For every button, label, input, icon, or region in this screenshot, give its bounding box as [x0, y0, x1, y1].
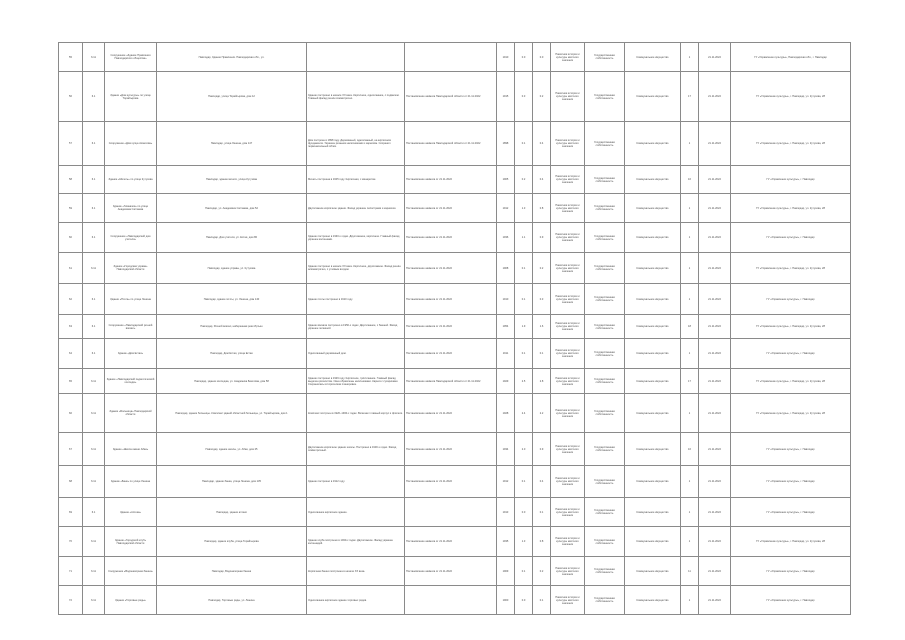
cell-date: 21.11.2022	[699, 315, 731, 339]
cell-b: 1.3	[515, 527, 533, 557]
cell-a: 1900	[497, 586, 515, 615]
cell-doc: Постановление акимата от 21.11.2022	[405, 194, 497, 223]
cell-loc: Павлодар, улица Ленина, дом 147	[157, 122, 307, 166]
cell-c: 0.4	[533, 466, 551, 498]
cell-n: 1	[681, 339, 699, 369]
cell-date: 21.11.2022	[699, 223, 731, 253]
cell-no: 63	[59, 315, 83, 339]
cell-no: 71	[59, 557, 83, 586]
cell-b: 0.0	[515, 498, 533, 527]
cell-c: 0.2	[533, 557, 551, 586]
cell-loc: Павлодар, ул. Академика Сатпаева, дом 52	[157, 194, 307, 223]
cell-desc: Здание построено в 1930-х годах. Двухэтажное, кирпичное. Главный фасад украшен колоннами.	[307, 223, 405, 253]
cell-code: 6.11	[83, 433, 105, 466]
cell-cat: Памятник истории и культуры местного значения	[551, 223, 585, 253]
cell-date: 21.11.2022	[699, 122, 731, 166]
cell-obj: Здание «Банк» по улице Ленина	[105, 466, 157, 498]
cell-a: 1929	[497, 369, 515, 394]
cell-doc: Постановление акимата от 21.11.2022	[405, 466, 497, 498]
cell-org: ГУ «Управление культуры», г. Павлодар	[731, 586, 851, 615]
cell-doc: Постановление акимата Павлодарской области от 21.11.2022	[405, 369, 497, 394]
cell-cat: Памятник истории и культуры местного значения	[551, 166, 585, 194]
cell-own: Государственная собственность	[585, 557, 625, 586]
cell-b: 2.0	[515, 433, 533, 466]
table-row	[59, 223, 851, 253]
cell-use: Коммунальное имущество	[625, 586, 681, 615]
cell-org: ГУ «Управление культуры», г. Павлодар	[731, 498, 851, 527]
cell-c: 0.1	[533, 586, 551, 615]
cell-cat: Памятник истории и культуры местного значения	[551, 586, 585, 615]
cell-use: Коммунальное имущество	[625, 339, 681, 369]
table-row	[59, 284, 851, 315]
cell-date: 21.11.2022	[699, 527, 731, 557]
cell-n: 1	[681, 223, 699, 253]
cell-cat: Памятник истории и культуры местного значения	[551, 557, 585, 586]
cell-b: 1.9	[515, 315, 533, 339]
cell-org: ГУ «Управление культуры», г. Павлодар, ул. Кутузова, 28	[731, 527, 851, 557]
cell-obj: Здание «Гимназия» по улице Академика Сатпаева	[105, 194, 157, 223]
cell-code: 6.11	[83, 394, 105, 433]
cell-use: Коммунальное имущество	[625, 253, 681, 284]
cell-n: 1	[681, 43, 699, 72]
cell-c: 0.0	[533, 43, 551, 72]
table-row	[59, 557, 851, 586]
cell-org: ГУ «Управление культуры», г. Павлодар	[731, 466, 851, 498]
cell-no: 57	[59, 122, 83, 166]
cell-c: 0.8	[533, 194, 551, 223]
cell-own: Государственная собственность	[585, 369, 625, 394]
cell-b: 0.0	[515, 43, 533, 72]
cell-own: Государственная собственность	[585, 284, 625, 315]
cell-n: 1	[681, 194, 699, 223]
cell-no: 64	[59, 339, 83, 369]
cell-no: 55	[59, 43, 83, 72]
cell-c: 0.2	[533, 253, 551, 284]
cell-loc: Павлодар, Торговые ряды, ул. Ленина	[157, 586, 307, 615]
cell-c: 0.9	[533, 223, 551, 253]
cell-a: 1911	[497, 339, 515, 369]
cell-c: 0.9	[533, 433, 551, 466]
cell-cat: Памятник истории и культуры местного значения	[551, 433, 585, 466]
cell-desc: Здание построено в 1929 году. Кирпичное, трёхэтажное. Главный фасад выделен ризалитом. Окна обрамлены наличниками. Карниз с сухариками. Сохранилась историческая планировка.	[307, 369, 405, 394]
cell-no: 69	[59, 498, 83, 527]
cell-use: Коммунальное имущество	[625, 284, 681, 315]
cell-doc: Постановление акимата от 21.11.2022	[405, 394, 497, 433]
cell-c: 0.4	[533, 122, 551, 166]
cell-loc: Павлодар, Водонапорная башня	[157, 557, 307, 586]
cell-b: 0.3	[515, 72, 533, 122]
cell-n: 1	[681, 527, 699, 557]
cell-desc: Двухэтажное кирпичное здание. Фасад украшен пилястрами и карнизом.	[307, 194, 405, 223]
cell-own: Государственная собственность	[585, 43, 625, 72]
cell-a: 1898	[497, 122, 515, 166]
cell-c: 0.1	[533, 498, 551, 527]
cell-org: ГУ «Управление культуры», г. Павлодар, ул. Кутузова, 28	[731, 253, 851, 284]
cell-loc: Павлодар, здание клуба, улица Торайгырова	[157, 527, 307, 557]
cell-date: 21.11.2022	[699, 394, 731, 433]
cell-date: 21.11.2022	[699, 166, 731, 194]
cell-loc: Павлодар, здание аптеки	[157, 498, 307, 527]
cell-a: 1928	[497, 394, 515, 433]
cell-doc: Постановление акимата от 21.11.2022	[405, 433, 497, 466]
cell-desc: Здание вокзала построено в 1950-х годах. Двухэтажное, с башней. Фасад украшен лепниной.	[307, 315, 405, 339]
cell-obj: Здание «Павлодарский педагогический колледж»	[105, 369, 157, 394]
cell-b: 1.1	[515, 223, 533, 253]
cell-loc: Павлодар, здание больницы. Комплекс зданий областной больницы, ул. Торайгырова, дом 1	[157, 394, 307, 433]
cell-obj: Здание «Почта» по улице Ленина	[105, 284, 157, 315]
cell-n: 1	[681, 122, 699, 166]
table-row	[59, 369, 851, 394]
cell-c: 0.3	[533, 284, 551, 315]
cell-use: Коммунальное имущество	[625, 194, 681, 223]
cell-org: ГУ «Управление культуры», г. Павлодар	[731, 557, 851, 586]
cell-doc	[405, 586, 497, 615]
cell-doc	[405, 498, 497, 527]
cell-n: 16	[681, 433, 699, 466]
cell-doc: Постановление акимата от 21.11.2022	[405, 253, 497, 284]
cell-n: 1	[681, 253, 699, 284]
cell-n: 1	[681, 284, 699, 315]
cell-c: 0.8	[533, 527, 551, 557]
cell-no: 72	[59, 586, 83, 615]
cell-date: 21.11.2022	[699, 43, 731, 72]
cell-cat: Памятник истории и культуры местного значения	[551, 315, 585, 339]
cell-org: ГУ «Управление культуры», г. Павлодар, ул. Кутузова, 28	[731, 72, 851, 122]
cell-org: ГУ «Управление культуры», г. Павлодар, ул. Кутузова, 28	[731, 394, 851, 433]
cell-obj: Здание «Дом Естая»	[105, 339, 157, 369]
cell-loc: Павлодар, Речной вокзал, набережная реки Иртыш	[157, 315, 307, 339]
cell-code: 6.1	[83, 315, 105, 339]
cell-cat: Памятник истории и культуры местного значения	[551, 194, 585, 223]
cell-code: 6.11	[83, 527, 105, 557]
cell-no: 65	[59, 369, 83, 394]
cell-use: Коммунальное имущество	[625, 43, 681, 72]
cell-date: 21.11.2022	[699, 557, 731, 586]
cell-date: 21.11.2022	[699, 433, 731, 466]
cell-b: 0.1	[515, 284, 533, 315]
cell-code: 6.11	[83, 466, 105, 498]
cell-own: Государственная собственность	[585, 433, 625, 466]
cell-loc: Павлодар, здание колледжа, ул. Академика Бекетова, дом 58	[157, 369, 307, 394]
cell-org: ГУ «Управление культуры», г. Павлодар	[731, 223, 851, 253]
cell-doc: Постановление акимата от 21.11.2022	[405, 284, 497, 315]
table-row	[59, 166, 851, 194]
cell-b: 1.3	[515, 194, 533, 223]
cell-org: ГУ «Управление культуры», г. Павлодар, ул. Кутузова, 28	[731, 315, 851, 339]
table-row	[59, 43, 851, 72]
cell-loc: Павлодар, здание школы, ул. Абая, дом 25	[157, 433, 307, 466]
cell-n: 1	[681, 466, 699, 498]
cell-own: Государственная собственность	[585, 72, 625, 122]
cell-code: 6.11	[83, 43, 105, 72]
cell-doc	[405, 43, 497, 72]
cell-no: 66	[59, 394, 83, 433]
table-row	[59, 253, 851, 284]
cell-doc: Постановление акимата от 21.11.2022	[405, 527, 497, 557]
cell-date: 21.11.2022	[699, 339, 731, 369]
cell-cat: Памятник истории и культуры местного значения	[551, 369, 585, 394]
cell-n: 16	[681, 166, 699, 194]
table-row	[59, 498, 851, 527]
cell-a: 1934	[497, 433, 515, 466]
cell-code: 6.1	[83, 166, 105, 194]
cell-obj: Здание «Мечеть» по улице Кутузова	[105, 166, 157, 194]
table-row	[59, 315, 851, 339]
cell-desc: Здание построено в 1912 году.	[307, 466, 405, 498]
table-row	[59, 194, 851, 223]
cell-no: 59	[59, 194, 83, 223]
cell-obj: Здание «Больница» Павлодарской области	[105, 394, 157, 433]
cell-use: Коммунальное имущество	[625, 223, 681, 253]
cell-use: Коммунальное имущество	[625, 466, 681, 498]
table-row	[59, 527, 851, 557]
cell-desc: Одноэтажное кирпичное здание.	[307, 498, 405, 527]
cell-use: Коммунальное имущество	[625, 498, 681, 527]
cell-n: 18	[681, 315, 699, 339]
cell-own: Государственная собственность	[585, 394, 625, 433]
cell-a: 1908	[497, 253, 515, 284]
cell-date: 21.11.2022	[699, 253, 731, 284]
cell-code: 6.1	[83, 122, 105, 166]
cell-loc: Павлодар, Здание Правления. Павлодарская обл., ул.	[157, 43, 307, 72]
cell-cat: Памятник истории и культуры местного значения	[551, 72, 585, 122]
cell-code: 6.1	[83, 339, 105, 369]
cell-b: 0.2	[515, 166, 533, 194]
cell-a: 1912	[497, 466, 515, 498]
cell-a: 1913	[497, 498, 515, 527]
cell-date: 21.11.2022	[699, 498, 731, 527]
cell-loc: Павлодар, Дом Естая, улица Естая	[157, 339, 307, 369]
cell-doc: Постановление акимата от 21.11.2022	[405, 315, 497, 339]
cell-a: 1954	[497, 315, 515, 339]
cell-cat: Памятник истории и культуры местного значения	[551, 339, 585, 369]
cell-c: 0.2	[533, 72, 551, 122]
cell-cat: Памятник истории и культуры местного значения	[551, 43, 585, 72]
cell-no: 68	[59, 466, 83, 498]
cell-no: 67	[59, 433, 83, 466]
cell-no: 56	[59, 72, 83, 122]
cell-loc: Павлодар, Дом учителя, ул. Естая, дом 80	[157, 223, 307, 253]
cell-b: 0.1	[515, 557, 533, 586]
cell-desc: Двухэтажное кирпичное здание школы. Построено в 1930-х годах. Фасад симметричный.	[307, 433, 405, 466]
cell-code: 6.11	[83, 586, 105, 615]
cell-a: 1935	[497, 527, 515, 557]
cell-code: 6.1	[83, 498, 105, 527]
cell-obj: Сооружение «Здание Правления Павлодарского общества»	[105, 43, 157, 72]
cell-loc: Павлодар, улица Торайгырова, дом 12	[157, 72, 307, 122]
cell-desc: Здание клуба построено в 1930-х годах. Двухэтажное. Фасад украшен колоннадой.	[307, 527, 405, 557]
cell-code: 6.1	[83, 284, 105, 315]
cell-n: 1	[681, 394, 699, 433]
cell-c: 2.8	[533, 369, 551, 394]
cell-desc: Кирпичная башня построена в начале XX века.	[307, 557, 405, 586]
cell-loc: Павлодар, здание почты, ул. Ленина, дом 140	[157, 284, 307, 315]
cell-date: 21.11.2022	[699, 369, 731, 394]
cell-date: 21.11.2022	[699, 72, 731, 122]
cell-n: 1	[681, 498, 699, 527]
cell-loc: Павлодар, здание банка, улица Ленина, дом 135	[157, 466, 307, 498]
table-row	[59, 466, 851, 498]
cell-org: ГУ «Управление культуры», г. Павлодар, ул. Кутузова, 28	[731, 122, 851, 166]
cell-a: 1910	[497, 284, 515, 315]
cell-obj: Здание «Аптека»	[105, 498, 157, 527]
cell-b: 0.1	[515, 466, 533, 498]
cell-a: 1915	[497, 72, 515, 122]
cell-date: 21.11.2022	[699, 466, 731, 498]
cell-own: Государственная собственность	[585, 498, 625, 527]
cell-own: Государственная собственность	[585, 122, 625, 166]
cell-desc: Здание построено в начале XX века. Кирпичное, двухэтажное. Фасад решён асимметрично, с угловым входом.	[307, 253, 405, 284]
cell-own: Государственная собственность	[585, 166, 625, 194]
cell-date: 21.11.2022	[699, 284, 731, 315]
cell-cat: Памятник истории и культуры местного значения	[551, 466, 585, 498]
table-row	[59, 72, 851, 122]
cell-b: 2.5	[515, 369, 533, 394]
table-row	[59, 122, 851, 166]
cell-use: Коммунальное имущество	[625, 527, 681, 557]
cell-desc	[307, 43, 405, 72]
cell-obj: Здание «Школа имени Абая»	[105, 433, 157, 466]
cell-no: 61	[59, 253, 83, 284]
cell-own: Государственная собственность	[585, 466, 625, 498]
cell-code: 6.1	[83, 223, 105, 253]
cell-b: 0.0	[515, 586, 533, 615]
cell-code: 6.11	[83, 253, 105, 284]
cell-b: 0.1	[515, 122, 533, 166]
cell-org: ГУ «Управление культуры», г. Павлодар	[731, 433, 851, 466]
cell-c: 0.4	[533, 166, 551, 194]
cell-own: Государственная собственность	[585, 527, 625, 557]
cell-n: 11	[681, 557, 699, 586]
cell-loc: Павлодар, здание мечети, улица Кутузова	[157, 166, 307, 194]
cell-doc: Постановление акимата от 21.11.2022	[405, 339, 497, 369]
cell-doc: Постановление акимата от 21.11.2022	[405, 166, 497, 194]
cell-desc: Одноэтажное кирпичное здание торговых рядов.	[307, 586, 405, 615]
cell-c: 0.1	[533, 339, 551, 369]
cell-a: 1910	[497, 43, 515, 72]
table-row	[59, 339, 851, 369]
cell-no: 62	[59, 284, 83, 315]
cell-desc: Здание почты построено в 1910 году.	[307, 284, 405, 315]
cell-cat: Памятник истории и культуры местного значения	[551, 527, 585, 557]
cell-n: 1	[681, 586, 699, 615]
cell-desc: Мечеть построена в 1905 году. Кирпичная, с минаретом.	[307, 166, 405, 194]
cell-own: Государственная собственность	[585, 253, 625, 284]
cell-obj: Здание «Дом культуры» по улице Торайгырова	[105, 72, 157, 122]
cell-own: Государственная собственность	[585, 223, 625, 253]
cell-own: Государственная собственность	[585, 339, 625, 369]
cell-use: Коммунальное имущество	[625, 369, 681, 394]
cell-org: ГУ «Управление культуры», г. Павлодар, ул. Кутузова, 28	[731, 194, 851, 223]
cell-a: 1912	[497, 194, 515, 223]
cell-c: 1.6	[533, 315, 551, 339]
cell-obj: Здание «Городской клуб» Павлодарской области	[105, 527, 157, 557]
cell-a: 1905	[497, 166, 515, 194]
cell-org: ГУ «Управление культуры», г. Павлодар	[731, 166, 851, 194]
cell-use: Коммунальное имущество	[625, 166, 681, 194]
cell-n: 17	[681, 72, 699, 122]
cell-own: Государственная собственность	[585, 586, 625, 615]
cell-no: 58	[59, 166, 83, 194]
cell-obj: Здание «Городская управа» Павлодарской области	[105, 253, 157, 284]
cell-b: 2.4	[515, 394, 533, 433]
cell-use: Коммунальное имущество	[625, 394, 681, 433]
cell-obj: Сооружение «Павлодарский дом учителя»	[105, 223, 157, 253]
cell-org: ГУ «Управление культуры», Павлодарская обл., г. Павлодар	[731, 43, 851, 72]
table-row	[59, 433, 851, 466]
cell-b: 0.1	[515, 253, 533, 284]
cell-cat: Памятник истории и культуры местного значения	[551, 253, 585, 284]
cell-code: 6.11	[83, 557, 105, 586]
cell-no: 70	[59, 527, 83, 557]
cell-date: 21.11.2022	[699, 194, 731, 223]
cell-no: 60	[59, 223, 83, 253]
register-sheet	[58, 42, 850, 615]
cell-own: Государственная собственность	[585, 315, 625, 339]
cell-use: Коммунальное имущество	[625, 433, 681, 466]
cell-doc: Постановление акимата Павлодарской области от 21.11.2022	[405, 72, 497, 122]
cell-desc: Комплекс построен в 1920–1930-х годах. Включает главный корпус и флигели.	[307, 394, 405, 433]
cell-use: Коммунальное имущество	[625, 557, 681, 586]
cell-org: ГУ «Управление культуры», г. Павлодар, ул. Кутузова, 28	[731, 369, 851, 394]
cell-obj: Сооружение «Водонапорная башня»	[105, 557, 157, 586]
cell-date: 21.11.2022	[699, 586, 731, 615]
cell-a: 1936	[497, 223, 515, 253]
cell-desc: Дом построен в 1898 году. Деревянный, одноэтажный, на кирпичном фундаменте. Украшен резными наличниками и карнизом. Сохранил первоначальный облик.	[307, 122, 405, 166]
cell-cat: Памятник истории и культуры местного значения	[551, 394, 585, 433]
cell-doc: Постановление акимата от 21.11.2022	[405, 557, 497, 586]
cell-b: 0.1	[515, 339, 533, 369]
cell-code: 6.11	[83, 369, 105, 394]
cell-a: 1909	[497, 557, 515, 586]
cell-desc: Здание построено в начале XX века. Кирпичное, одноэтажное, с подвалом. Главный фасад решён симметрично.	[307, 72, 405, 122]
cell-desc: Одноэтажный деревянный дом.	[307, 339, 405, 369]
cell-use: Коммунальное имущество	[625, 72, 681, 122]
cell-org: ГУ «Управление культуры», г. Павлодар	[731, 284, 851, 315]
cell-org: ГУ «Управление культуры», г. Павлодар	[731, 339, 851, 369]
cell-n: 17	[681, 369, 699, 394]
cell-doc: Постановление акимата от 21.11.2022	[405, 223, 497, 253]
cell-obj: Сооружение «Дом купца Ахметова»	[105, 122, 157, 166]
cell-loc: Павлодар, здание управы, ул. Кутузова	[157, 253, 307, 284]
cell-own: Государственная собственность	[585, 194, 625, 223]
table-row	[59, 586, 851, 615]
cell-code: 6.1	[83, 194, 105, 223]
cell-cat: Памятник истории и культуры местного значения	[551, 284, 585, 315]
cell-doc: Постановление акимата Павлодарской области от 21.11.2022	[405, 122, 497, 166]
cell-use: Коммунальное имущество	[625, 315, 681, 339]
cell-use: Коммунальное имущество	[625, 122, 681, 166]
table-row	[59, 394, 851, 433]
cell-cat: Памятник истории и культуры местного значения	[551, 498, 585, 527]
cell-obj: Сооружение «Павлодарский речной вокзал»	[105, 315, 157, 339]
cell-c: 2.2	[533, 394, 551, 433]
cell-code: 6.1	[83, 72, 105, 122]
cell-obj: Здание «Торговые ряды»	[105, 586, 157, 615]
register-table	[58, 42, 851, 615]
cell-cat: Памятник истории и культуры местного значения	[551, 122, 585, 166]
